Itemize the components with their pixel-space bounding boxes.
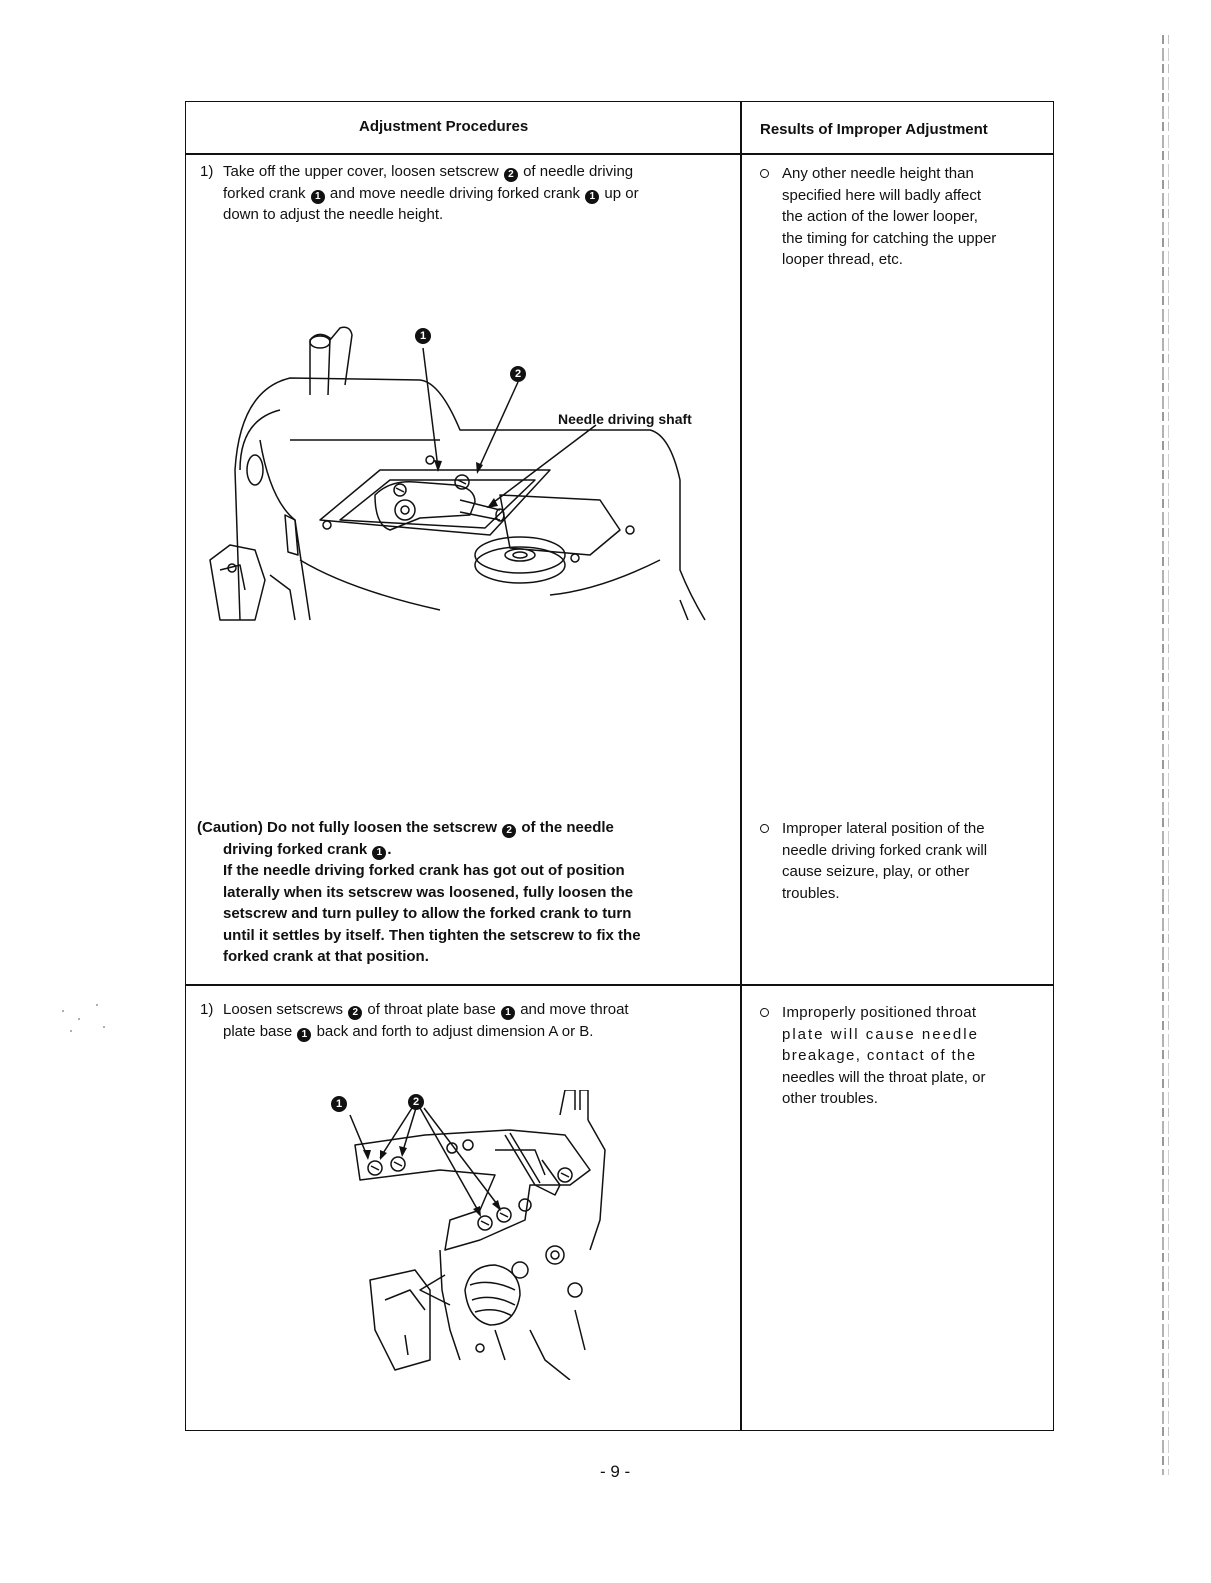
result-text: needle driving forked crank will: [782, 841, 988, 859]
badge-2-icon: 2: [504, 168, 518, 182]
procedure-text: of needle driving: [523, 163, 634, 180]
result-text: troubles.: [782, 884, 840, 902]
header-divider: [185, 153, 1054, 155]
badge-1-icon: 1: [297, 1028, 311, 1042]
row2-result: [782, 1002, 1042, 1110]
badge-2-icon: 2: [510, 366, 526, 382]
scan-speckle: [70, 1030, 72, 1032]
procedure-text: and move throat: [520, 1001, 629, 1018]
caution-text: laterally when its setscrew was loosened, fully loosen the: [223, 883, 634, 901]
result-text: cause seizure, play, or other: [782, 863, 970, 880]
caution-text: If the needle driving forked crank has got out of position: [223, 862, 625, 879]
badge-1-icon: 1: [501, 1006, 515, 1020]
adjustment-table: [185, 101, 1054, 1431]
caution-block: [197, 817, 727, 968]
result-text: other troubles.: [782, 1090, 878, 1107]
figure-label-needle-driving-shaft: Needle driving shaft: [558, 411, 692, 427]
badge-1-icon: 1: [415, 328, 431, 344]
bullet-icon: [760, 824, 769, 833]
caution-text: until it settles by itself. Then tighten the setscrew to fix the: [223, 926, 641, 944]
caution-result: [782, 818, 1042, 904]
result-text: breakage, contact of the: [782, 1047, 977, 1064]
bullet-icon: [760, 169, 769, 178]
caution-text: (Caution) Do not fully loosen the setscrew: [197, 819, 498, 836]
page-edge-shadow: [1162, 35, 1164, 1475]
badge-2-icon: 2: [408, 1094, 424, 1110]
procedure-text: and move needle driving forked crank: [329, 184, 581, 202]
scan-speckle: [78, 1018, 80, 1020]
row1-procedure: [223, 161, 723, 226]
caution-text: .: [387, 840, 392, 858]
caution-text: of the needle: [521, 819, 614, 836]
result-text: specified here will badly affect: [782, 186, 981, 204]
procedure-text: down to adjust the needle height.: [223, 206, 444, 223]
badge-2-icon: 2: [502, 824, 516, 838]
scan-speckle: [62, 1010, 64, 1012]
result-text: Improperly positioned throat: [782, 1004, 977, 1021]
badge-1-icon: 1: [331, 1096, 347, 1112]
procedure-text: Loosen setscrews: [223, 1001, 344, 1018]
result-text: the timing for catching the upper: [782, 229, 997, 247]
result-text: Any other needle height than: [782, 165, 974, 182]
row1-result: [782, 163, 1042, 271]
result-text: plate will cause needle: [782, 1025, 979, 1043]
procedure-text: Take off the upper cover, loosen setscrew: [223, 163, 499, 180]
result-text: Improper lateral position of the: [782, 820, 985, 837]
needle-crank-illustration: [200, 320, 730, 640]
step-number: 1): [200, 1001, 214, 1018]
caution-text: forked crank at that position.: [223, 948, 429, 965]
header-results: Results of Improper Adjustment: [760, 121, 988, 138]
row2-procedure: [223, 999, 723, 1042]
badge-1-icon: 1: [372, 846, 386, 860]
bullet-icon: [760, 1008, 769, 1017]
procedure-text: forked crank: [223, 184, 306, 202]
row-divider: [185, 984, 1054, 986]
badge-1-icon: 1: [311, 190, 325, 204]
scan-speckle: [103, 1026, 105, 1028]
procedure-text: back and forth to adjust dimension A or B.: [316, 1022, 594, 1040]
column-divider: [740, 101, 742, 1431]
badge-1-icon: 1: [585, 190, 599, 204]
badge-2-icon: 2: [348, 1006, 362, 1020]
procedure-text: plate base: [223, 1022, 293, 1040]
caution-text: setscrew and turn pulley to allow the forked crank to turn: [223, 905, 632, 922]
page-edge-shadow: [1168, 35, 1169, 1475]
throat-plate-illustration: [330, 1090, 610, 1380]
page-number: - 9 -: [600, 1462, 631, 1481]
header-adjustment-procedures: Adjustment Procedures: [359, 118, 529, 135]
result-text: looper thread, etc.: [782, 251, 903, 268]
procedure-text: up or: [604, 184, 639, 202]
caution-text: driving forked crank: [223, 840, 368, 858]
procedure-text: of throat plate base: [367, 1001, 496, 1018]
scan-speckle: [96, 1004, 98, 1006]
step-number: 1): [200, 163, 214, 180]
result-text: needles will the throat plate, or: [782, 1068, 986, 1086]
result-text: the action of the lower looper,: [782, 208, 978, 225]
